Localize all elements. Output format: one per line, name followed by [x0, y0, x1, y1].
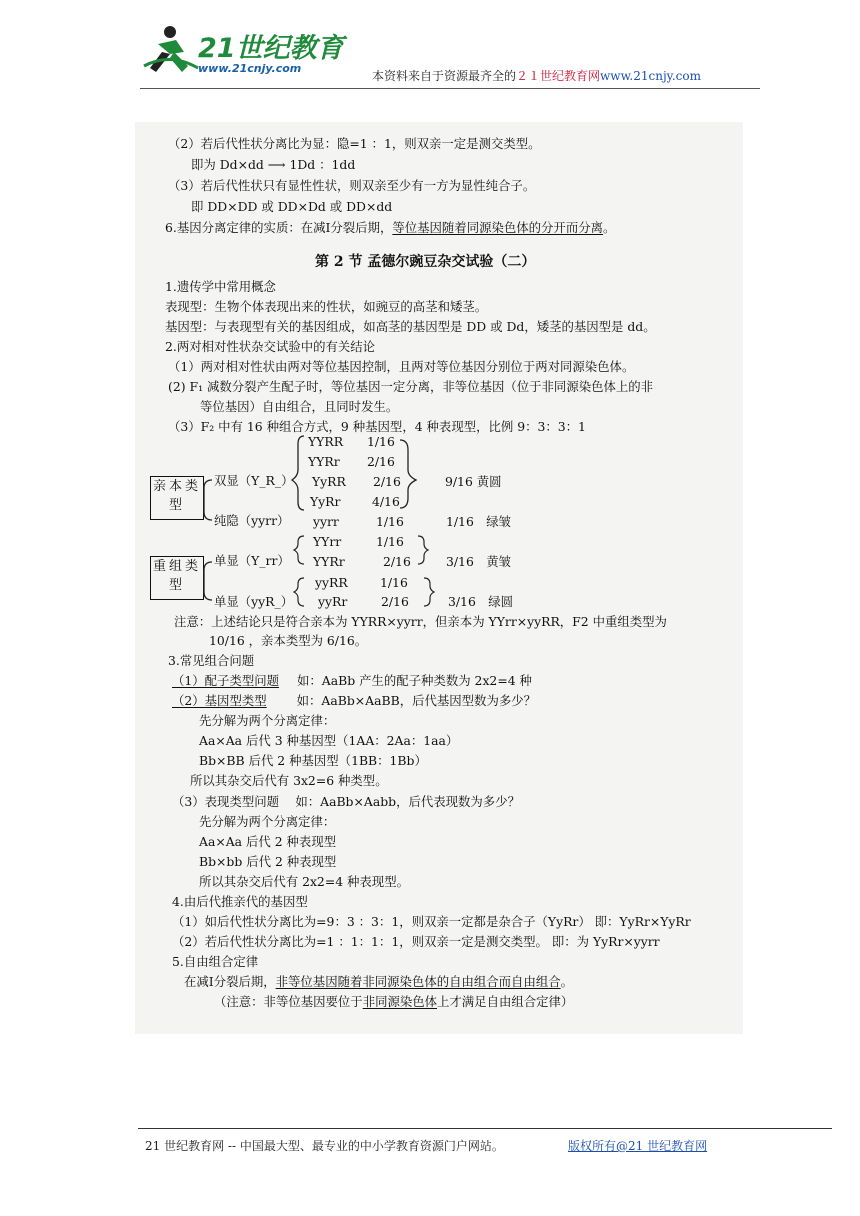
fraction: 4/16 — [372, 494, 400, 509]
text-part: （注意：非等位基因要位于 — [214, 994, 363, 1009]
ratio-summary: 1/16 绿皱 — [446, 514, 511, 529]
text-part: 如：AaBb 产生的配子种类数为 2x2=4 种 — [297, 673, 532, 688]
genotype: YyRR — [312, 474, 346, 489]
text-part: 。 — [603, 220, 616, 235]
text-line: 先分解为两个分离定律： — [199, 713, 336, 728]
single-dominant-label: 单显（Y_rr） — [214, 553, 290, 568]
genotype: YYRr — [313, 554, 345, 569]
genotype: YYrr — [313, 534, 342, 549]
header-divider — [140, 88, 760, 89]
text-line: 3.常见组合问题 — [168, 653, 255, 668]
fraction: 2/16 — [373, 474, 401, 489]
ratio-summary: 3/16 黄皱 — [446, 554, 511, 569]
footer-divider — [138, 1128, 832, 1129]
text-line — [214, 994, 573, 1010]
text-line: （3）F₂ 中有 16 种组合方式，9 种基因型，4 种表现型，比例 9：3：3：1 — [168, 419, 586, 434]
underlined-text: 非同源染色体 — [362, 994, 438, 1009]
genotype: yyrr — [313, 514, 339, 529]
section-heading: 第 2 节 孟德尔豌豆杂交试验（二） — [315, 254, 536, 270]
text-line: 基因型：与表现型有关的基因组成，如高茎的基因型是 DD 或 Dd，矮茎的基因型是 dd。 — [165, 319, 656, 334]
text-part: 如：AaBb×AaBB，后代基因型数为多少？ — [296, 693, 537, 708]
text-line: (2) F₁ 减数分裂产生配子时，等位基因一定分离，非等位基因（位于非同源染色体上的非 — [168, 379, 654, 394]
text-part: 上才满足自由组合定律） — [437, 994, 574, 1009]
ratio-summary: 9/16 黄圆 — [445, 474, 502, 489]
text-part: 6.基因分离定律的实质：在减Ⅰ分裂后期， — [165, 220, 393, 235]
underlined-text: 非等位基因随着非同源染色体的自由组合而自由组合 — [275, 974, 561, 989]
fraction: 1/16 — [376, 534, 404, 549]
single-dominant-label: 单显（yyR_） — [214, 594, 294, 609]
text-line: 4.由后代推亲代的基因型 — [172, 894, 308, 909]
genotype: yyRR — [315, 575, 348, 590]
header-note-prefix: 本资料来自于资源最齐全的 — [372, 69, 517, 83]
text-line: 即为 Dd×dd ⟶ 1Dd ：1dd — [191, 157, 356, 172]
text-line: Aa×Aa 后代 2 种表现型 — [199, 834, 337, 849]
ratio-summary: 3/16 绿圆 — [448, 594, 513, 609]
genotype: YYRR — [308, 434, 344, 449]
text-line: Bb×bb 后代 2 种表现型 — [199, 854, 337, 869]
text-line: （2）若后代性状分离比为显：隐=1 ：1，则双亲一定是测交类型。 — [168, 136, 541, 151]
fraction: 2/16 — [367, 454, 395, 469]
text-line: Bb×BB 后代 2 种基因型（1BB：1Bb） — [199, 753, 427, 768]
recombinant-type-box: 重组类型 — [150, 556, 204, 600]
text-line — [165, 220, 615, 236]
text-line: 表现型：生物个体表现出来的性状，如豌豆的高茎和矮茎。 — [165, 299, 488, 314]
logo-url: www.21cnjy.com — [198, 62, 302, 75]
text-line — [172, 693, 536, 709]
text-line: 注意：上述结论只是符合亲本为 YYRR×yyrr，但亲本为 YYrr×yyRR，F2 中重组类型为 — [174, 614, 667, 629]
text-line: （3）表现类型问题 如：AaBb×Aabb，后代表现数为多少？ — [172, 794, 520, 809]
text-line: （3）若后代性状只有显性性状，则双亲至少有一方为显性纯合子。 — [168, 178, 536, 193]
fraction: 1/16 — [380, 575, 408, 590]
parent-type-box: 亲本类型 — [150, 476, 204, 520]
text-line — [184, 974, 573, 990]
text-part: 在减Ⅰ分裂后期， — [184, 974, 276, 989]
text-line: 先分解为两个分离定律： — [199, 814, 336, 829]
underlined-text: 等位基因随着同源染色体的分开而分离 — [392, 220, 603, 235]
fraction: 1/16 — [367, 434, 395, 449]
text-line: Aa×Aa 后代 3 种基因型（1AA：2Aa：1aa） — [199, 733, 459, 748]
underlined-text: （2）基因型类型 — [172, 693, 267, 708]
text-line: 等位基因）自由组合，且同时发生。 — [200, 399, 399, 414]
genotype: YyRr — [310, 494, 341, 509]
fraction: 2/16 — [383, 554, 411, 569]
double-dominant-label: 双显（Y_R_） — [214, 473, 294, 488]
text-line: 1.遗传学中常用概念 — [165, 279, 276, 294]
text-line: 5.自由组合定律 — [172, 954, 259, 969]
header-source-note — [372, 67, 701, 84]
text-line: （1）两对相对性状由两对等位基因控制，且两对等位基因分别位于两对同源染色体。 — [168, 359, 635, 374]
logo-text: 21世纪教育 — [198, 33, 344, 64]
double-recessive-label: 纯隐（yyrr） — [214, 513, 290, 528]
header-note-site: ２１世纪教育网 — [516, 69, 601, 83]
text-line: 所以其杂交后代有 3x2=6 种类型。 — [190, 773, 388, 788]
text-line: 即 DD×DD 或 DD×Dd 或 DD×dd — [191, 199, 393, 214]
footer-text: 21 世纪教育网 -- 中国最大型、最专业的中小学教育资源门户网站。 — [145, 1139, 504, 1153]
text-line: （1）如后代性状分离比为=9：3 ：3：1，则双亲一定都是杂合子（YyRr） 即：YyRr×YyRr — [172, 914, 691, 929]
fraction: 1/16 — [376, 514, 404, 529]
text-line: 所以其杂交后代有 2x2=4 种表现型。 — [199, 874, 409, 889]
text-line: 10/16 ，亲本类型为 6/16。 — [209, 633, 368, 648]
text-part: 。 — [560, 974, 574, 989]
genotype: yyRr — [318, 594, 348, 609]
underlined-text: （1）配子类型问题 — [172, 673, 280, 688]
text-line — [172, 673, 532, 689]
text-line: （2）若后代性状分离比为=1 ：1：1：1，则双亲一定是测交类型。 即：为 YyRr×yyrr — [172, 934, 660, 949]
fraction: 2/16 — [381, 594, 409, 609]
header-note-url[interactable]: www.21cnjy.com — [600, 69, 701, 83]
text-line: 2.两对相对性状杂交试验中的有关结论 — [165, 339, 376, 354]
genotype: YYRr — [308, 454, 340, 469]
copyright-link[interactable]: 版权所有@21 世纪教育网 — [568, 1139, 708, 1153]
